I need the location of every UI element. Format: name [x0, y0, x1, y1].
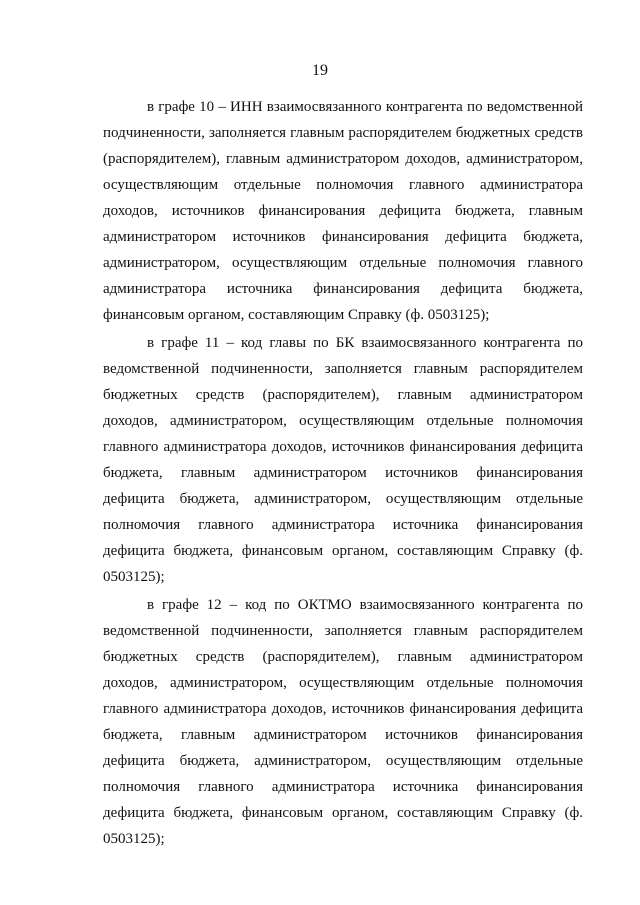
- document-body: [103, 94, 583, 852]
- paragraph-graph-11: в графе 11 – код главы по БК взаимосвязанного контрагента по ведомственной подчиненности, заполняется главным распорядителем бюджетных средств (распорядителем), главным администратором доходов, администратором, осуществляющим отдельные полномочия главного администратора доходов, источников финансирования дефицита бюджета, главным администратором источников финансирования дефицита бюджета, администратором, осуществляющим отдельные полномочия главного администратора источника финансирования дефицита бюджета, финансовым органом, составляющим Справку (ф. 0503125);: [103, 335, 583, 585]
- paragraph-graph-10: в графе 10 – ИНН взаимосвязанного контрагента по ведомственной подчиненности, заполняется главным распорядителем бюджетных средств (распорядителем), главным администратором доходов, администратором, осуществляющим отдельные полномочия главного администратора доходов, источников финансирования дефицита бюджета, главным администратором источников финансирования дефицита бюджета, администратором, осуществляющим отдельные полномочия главного администратора источника финансирования дефицита бюджета, финансовым органом, составляющим Справку (ф. 0503125);: [103, 99, 583, 323]
- page-number: 19: [312, 62, 328, 79]
- paragraph-graph-12: в графе 12 – код по ОКТМО взаимосвязанного контрагента по ведомственной подчиненности, заполняется главным распорядителем бюджетных средств (распорядителем), главным администратором доходов, администратором, осуществляющим отдельные полномочия главного администратора доходов, источников финансирования дефицита бюджета, главным администратором источников финансирования дефицита бюджета, администратором, осуществляющим отдельные полномочия главного администратора источника финансирования дефицита бюджета, финансовым органом, составляющим Справку (ф. 0503125);: [103, 597, 583, 847]
